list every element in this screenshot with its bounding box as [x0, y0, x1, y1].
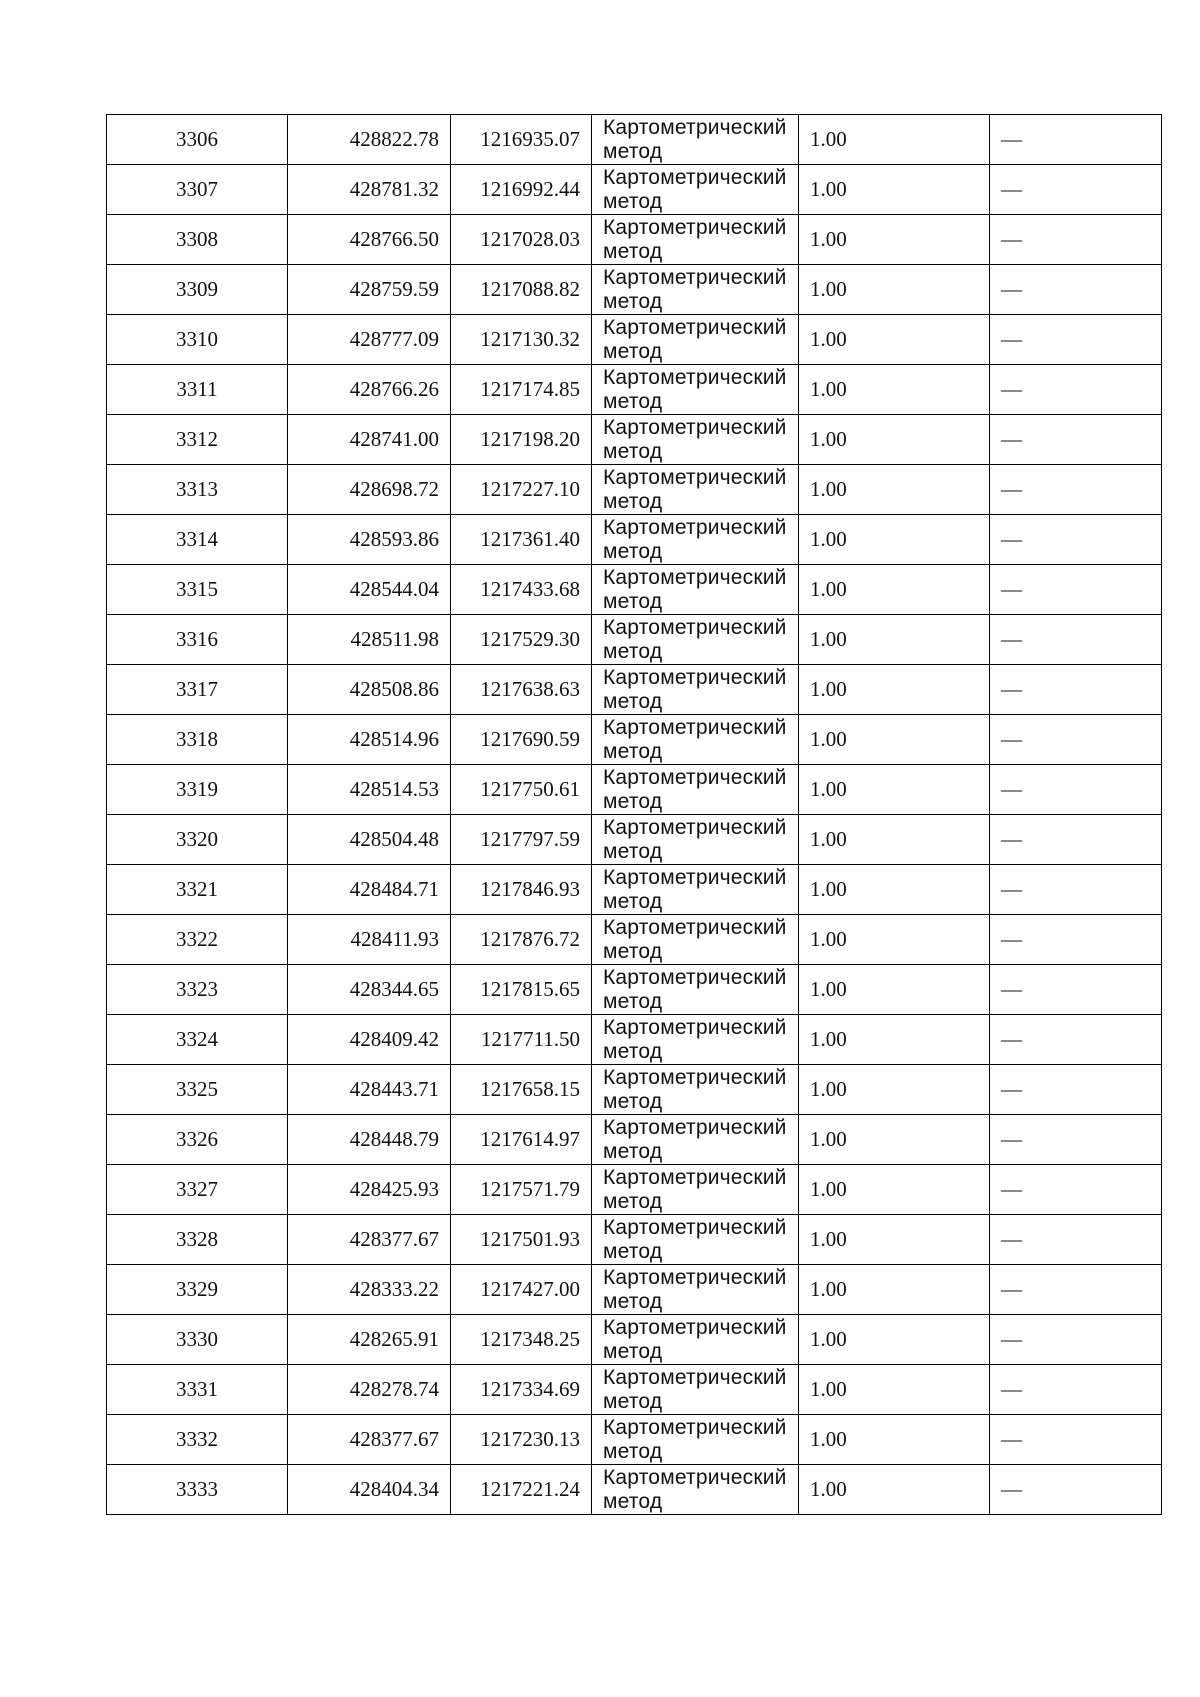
method-cell — [592, 465, 799, 515]
method-line-1: Картометрический — [603, 1465, 787, 1489]
point-number: 3329 — [107, 1265, 288, 1315]
note-dash: — — [990, 565, 1162, 615]
method-line-2: метод — [603, 1139, 663, 1163]
method-line-2: метод — [603, 489, 663, 513]
accuracy-value: 1.00 — [799, 615, 990, 665]
coordinate-x: 428504.48 — [288, 815, 451, 865]
point-number: 3318 — [107, 715, 288, 765]
point-number: 3332 — [107, 1415, 288, 1465]
method-line-2: метод — [603, 889, 663, 913]
method-cell — [592, 365, 799, 415]
method-line-2: метод — [603, 139, 663, 163]
accuracy-value: 1.00 — [799, 965, 990, 1015]
method-line-2: метод — [603, 789, 663, 813]
table-row — [107, 515, 1162, 565]
point-number: 3308 — [107, 215, 288, 265]
note-dash: — — [990, 365, 1162, 415]
method-line-2: метод — [603, 389, 663, 413]
method-cell — [592, 715, 799, 765]
table-row — [107, 815, 1162, 865]
method-line-2: метод — [603, 939, 663, 963]
coordinate-y: 1217614.97 — [451, 1115, 592, 1165]
method-line-2: метод — [603, 1039, 663, 1063]
method-line-2: метод — [603, 1339, 663, 1363]
point-number: 3325 — [107, 1065, 288, 1115]
table-row — [107, 665, 1162, 715]
note-dash: — — [990, 1065, 1162, 1115]
coordinate-x: 428781.32 — [288, 165, 451, 215]
note-dash: — — [990, 915, 1162, 965]
method-line-1: Картометрический — [603, 1165, 787, 1189]
coordinate-y: 1216992.44 — [451, 165, 592, 215]
method-cell — [592, 1465, 799, 1515]
method-line-1: Картометрический — [603, 915, 787, 939]
method-line-1: Картометрический — [603, 1065, 787, 1089]
table-row — [107, 115, 1162, 165]
note-dash: — — [990, 1415, 1162, 1465]
coordinate-x: 428508.86 — [288, 665, 451, 715]
method-cell — [592, 315, 799, 365]
coordinate-y: 1217529.30 — [451, 615, 592, 665]
method-cell — [592, 1365, 799, 1415]
method-line-2: метод — [603, 289, 663, 313]
note-dash: — — [990, 1215, 1162, 1265]
table-row — [107, 1015, 1162, 1065]
point-number: 3307 — [107, 165, 288, 215]
method-line-1: Картометрический — [603, 465, 787, 489]
note-dash: — — [990, 665, 1162, 715]
note-dash: — — [990, 715, 1162, 765]
coordinate-x: 428544.04 — [288, 565, 451, 615]
accuracy-value: 1.00 — [799, 1315, 990, 1365]
coordinate-y: 1217571.79 — [451, 1165, 592, 1215]
coordinate-x: 428766.50 — [288, 215, 451, 265]
method-line-2: метод — [603, 639, 663, 663]
method-line-2: метод — [603, 839, 663, 863]
point-number: 3310 — [107, 315, 288, 365]
note-dash: — — [990, 1315, 1162, 1365]
method-cell — [592, 165, 799, 215]
table-row — [107, 215, 1162, 265]
method-line-1: Картометрический — [603, 815, 787, 839]
coordinate-x: 428278.74 — [288, 1365, 451, 1415]
point-number: 3315 — [107, 565, 288, 615]
coordinate-x: 428822.78 — [288, 115, 451, 165]
accuracy-value: 1.00 — [799, 1465, 990, 1515]
table-row — [107, 1365, 1162, 1415]
method-line-1: Картометрический — [603, 1215, 787, 1239]
method-cell — [592, 865, 799, 915]
coordinate-x: 428404.34 — [288, 1465, 451, 1515]
point-number: 3320 — [107, 815, 288, 865]
method-line-1: Картометрический — [603, 565, 787, 589]
method-line-1: Картометрический — [603, 1415, 787, 1439]
accuracy-value: 1.00 — [799, 715, 990, 765]
accuracy-value: 1.00 — [799, 665, 990, 715]
coordinate-y: 1217690.59 — [451, 715, 592, 765]
method-line-2: метод — [603, 189, 663, 213]
method-cell — [592, 965, 799, 1015]
method-line-1: Картометрический — [603, 265, 787, 289]
point-number: 3326 — [107, 1115, 288, 1165]
method-line-2: метод — [603, 1189, 663, 1213]
method-line-2: метод — [603, 1289, 663, 1313]
table-row — [107, 565, 1162, 615]
point-number: 3330 — [107, 1315, 288, 1365]
table-row — [107, 1315, 1162, 1365]
coordinate-x: 428777.09 — [288, 315, 451, 365]
note-dash: — — [990, 865, 1162, 915]
coordinate-y: 1217227.10 — [451, 465, 592, 515]
method-line-2: метод — [603, 1489, 663, 1513]
accuracy-value: 1.00 — [799, 1065, 990, 1115]
coordinate-y: 1217361.40 — [451, 515, 592, 565]
coordinate-y: 1217711.50 — [451, 1015, 592, 1065]
method-line-1: Картометрический — [603, 165, 787, 189]
method-cell — [592, 415, 799, 465]
accuracy-value: 1.00 — [799, 415, 990, 465]
method-cell — [592, 1065, 799, 1115]
coordinate-y: 1217348.25 — [451, 1315, 592, 1365]
note-dash: — — [990, 1115, 1162, 1165]
method-cell — [592, 265, 799, 315]
coordinate-x: 428741.00 — [288, 415, 451, 465]
table-row — [107, 1115, 1162, 1165]
note-dash: — — [990, 1015, 1162, 1065]
table-row — [107, 315, 1162, 365]
point-number: 3314 — [107, 515, 288, 565]
accuracy-value: 1.00 — [799, 1265, 990, 1315]
table-row — [107, 1265, 1162, 1315]
coordinate-y: 1217876.72 — [451, 915, 592, 965]
method-line-1: Картометрический — [603, 865, 787, 889]
point-number: 3311 — [107, 365, 288, 415]
method-line-1: Картометрический — [603, 1315, 787, 1339]
coordinate-y: 1217638.63 — [451, 665, 592, 715]
note-dash: — — [990, 515, 1162, 565]
note-dash: — — [990, 415, 1162, 465]
table-row — [107, 465, 1162, 515]
method-line-1: Картометрический — [603, 1115, 787, 1139]
table-body — [107, 115, 1162, 1515]
coordinate-x: 428766.26 — [288, 365, 451, 415]
method-line-2: метод — [603, 539, 663, 563]
coordinate-x: 428377.67 — [288, 1215, 451, 1265]
point-number: 3333 — [107, 1465, 288, 1515]
coordinate-y: 1217198.20 — [451, 415, 592, 465]
point-number: 3309 — [107, 265, 288, 315]
note-dash: — — [990, 165, 1162, 215]
table-row — [107, 1215, 1162, 1265]
method-cell — [592, 665, 799, 715]
point-number: 3327 — [107, 1165, 288, 1215]
note-dash: — — [990, 815, 1162, 865]
point-number: 3317 — [107, 665, 288, 715]
method-cell — [592, 1415, 799, 1465]
method-cell — [592, 1015, 799, 1065]
method-line-1: Картометрический — [603, 215, 787, 239]
table-row — [107, 365, 1162, 415]
table-row — [107, 1465, 1162, 1515]
point-number: 3324 — [107, 1015, 288, 1065]
note-dash: — — [990, 1165, 1162, 1215]
point-number: 3322 — [107, 915, 288, 965]
note-dash: — — [990, 765, 1162, 815]
coordinate-y: 1217846.93 — [451, 865, 592, 915]
method-line-1: Картометрический — [603, 615, 787, 639]
method-line-1: Картометрический — [603, 115, 787, 139]
method-line-1: Картометрический — [603, 1015, 787, 1039]
coordinate-y: 1217797.59 — [451, 815, 592, 865]
point-number: 3306 — [107, 115, 288, 165]
method-cell — [592, 515, 799, 565]
accuracy-value: 1.00 — [799, 765, 990, 815]
table-row — [107, 265, 1162, 315]
point-number: 3321 — [107, 865, 288, 915]
coordinate-y: 1217427.00 — [451, 1265, 592, 1315]
point-number: 3331 — [107, 1365, 288, 1415]
accuracy-value: 1.00 — [799, 215, 990, 265]
method-line-2: метод — [603, 1089, 663, 1113]
table-row — [107, 415, 1162, 465]
coordinate-x: 428265.91 — [288, 1315, 451, 1365]
coordinate-x: 428377.67 — [288, 1415, 451, 1465]
coordinate-y: 1217230.13 — [451, 1415, 592, 1465]
method-line-2: метод — [603, 1239, 663, 1263]
table-row — [107, 765, 1162, 815]
table-row — [107, 1165, 1162, 1215]
coordinate-x: 428514.96 — [288, 715, 451, 765]
accuracy-value: 1.00 — [799, 515, 990, 565]
method-line-2: метод — [603, 439, 663, 463]
table-row — [107, 965, 1162, 1015]
point-number: 3328 — [107, 1215, 288, 1265]
coordinate-x: 428344.65 — [288, 965, 451, 1015]
note-dash: — — [990, 965, 1162, 1015]
table-row — [107, 165, 1162, 215]
table-row — [107, 1415, 1162, 1465]
point-number: 3319 — [107, 765, 288, 815]
accuracy-value: 1.00 — [799, 465, 990, 515]
method-cell — [592, 565, 799, 615]
coordinates-table — [106, 114, 1162, 1515]
table-row — [107, 915, 1162, 965]
accuracy-value: 1.00 — [799, 265, 990, 315]
coordinate-y: 1217501.93 — [451, 1215, 592, 1265]
coordinate-x: 428411.93 — [288, 915, 451, 965]
note-dash: — — [990, 1465, 1162, 1515]
point-number: 3323 — [107, 965, 288, 1015]
method-cell — [592, 815, 799, 865]
method-line-1: Картометрический — [603, 1265, 787, 1289]
coordinate-x: 428425.93 — [288, 1165, 451, 1215]
note-dash: — — [990, 465, 1162, 515]
method-cell — [592, 1315, 799, 1365]
method-line-1: Картометрический — [603, 365, 787, 389]
coordinate-x: 428759.59 — [288, 265, 451, 315]
method-line-2: метод — [603, 239, 663, 263]
coordinate-x: 428593.86 — [288, 515, 451, 565]
accuracy-value: 1.00 — [799, 1365, 990, 1415]
coordinate-x: 428409.42 — [288, 1015, 451, 1065]
coordinate-y: 1216935.07 — [451, 115, 592, 165]
accuracy-value: 1.00 — [799, 1215, 990, 1265]
note-dash: — — [990, 265, 1162, 315]
method-line-1: Картометрический — [603, 415, 787, 439]
accuracy-value: 1.00 — [799, 365, 990, 415]
coordinate-x: 428333.22 — [288, 1265, 451, 1315]
coordinate-y: 1217658.15 — [451, 1065, 592, 1115]
method-cell — [592, 215, 799, 265]
method-cell — [592, 1165, 799, 1215]
table-row — [107, 715, 1162, 765]
accuracy-value: 1.00 — [799, 1015, 990, 1065]
method-cell — [592, 615, 799, 665]
accuracy-value: 1.00 — [799, 165, 990, 215]
note-dash: — — [990, 615, 1162, 665]
method-line-1: Картометрический — [603, 665, 787, 689]
point-number: 3312 — [107, 415, 288, 465]
method-line-1: Картометрический — [603, 515, 787, 539]
method-line-1: Картометрический — [603, 715, 787, 739]
coordinate-y: 1217815.65 — [451, 965, 592, 1015]
note-dash: — — [990, 115, 1162, 165]
coordinate-x: 428443.71 — [288, 1065, 451, 1115]
method-line-2: метод — [603, 339, 663, 363]
accuracy-value: 1.00 — [799, 865, 990, 915]
method-line-2: метод — [603, 689, 663, 713]
coordinate-y: 1217088.82 — [451, 265, 592, 315]
coordinate-y: 1217028.03 — [451, 215, 592, 265]
coordinate-y: 1217433.68 — [451, 565, 592, 615]
table-row — [107, 865, 1162, 915]
accuracy-value: 1.00 — [799, 315, 990, 365]
note-dash: — — [990, 1365, 1162, 1415]
method-cell — [592, 1215, 799, 1265]
table-row — [107, 615, 1162, 665]
coordinate-x: 428698.72 — [288, 465, 451, 515]
coordinate-y: 1217174.85 — [451, 365, 592, 415]
method-line-2: метод — [603, 589, 663, 613]
coordinate-x: 428484.71 — [288, 865, 451, 915]
coordinate-y: 1217334.69 — [451, 1365, 592, 1415]
accuracy-value: 1.00 — [799, 565, 990, 615]
table-row — [107, 1065, 1162, 1115]
point-number: 3313 — [107, 465, 288, 515]
note-dash: — — [990, 1265, 1162, 1315]
coordinate-y: 1217221.24 — [451, 1465, 592, 1515]
accuracy-value: 1.00 — [799, 115, 990, 165]
method-line-1: Картометрический — [603, 1365, 787, 1389]
coordinate-y: 1217130.32 — [451, 315, 592, 365]
coordinate-y: 1217750.61 — [451, 765, 592, 815]
method-line-1: Картометрический — [603, 965, 787, 989]
method-line-1: Картометрический — [603, 765, 787, 789]
note-dash: — — [990, 215, 1162, 265]
coordinate-x: 428448.79 — [288, 1115, 451, 1165]
point-number: 3316 — [107, 615, 288, 665]
method-line-2: метод — [603, 1389, 663, 1413]
accuracy-value: 1.00 — [799, 1165, 990, 1215]
accuracy-value: 1.00 — [799, 1415, 990, 1465]
method-line-2: метод — [603, 989, 663, 1013]
method-line-1: Картометрический — [603, 315, 787, 339]
accuracy-value: 1.00 — [799, 915, 990, 965]
method-cell — [592, 115, 799, 165]
note-dash: — — [990, 315, 1162, 365]
accuracy-value: 1.00 — [799, 1115, 990, 1165]
method-cell — [592, 1265, 799, 1315]
coordinate-x: 428514.53 — [288, 765, 451, 815]
method-line-2: метод — [603, 739, 663, 763]
method-cell — [592, 765, 799, 815]
accuracy-value: 1.00 — [799, 815, 990, 865]
coordinate-x: 428511.98 — [288, 615, 451, 665]
method-cell — [592, 915, 799, 965]
method-cell — [592, 1115, 799, 1165]
method-line-2: метод — [603, 1439, 663, 1463]
